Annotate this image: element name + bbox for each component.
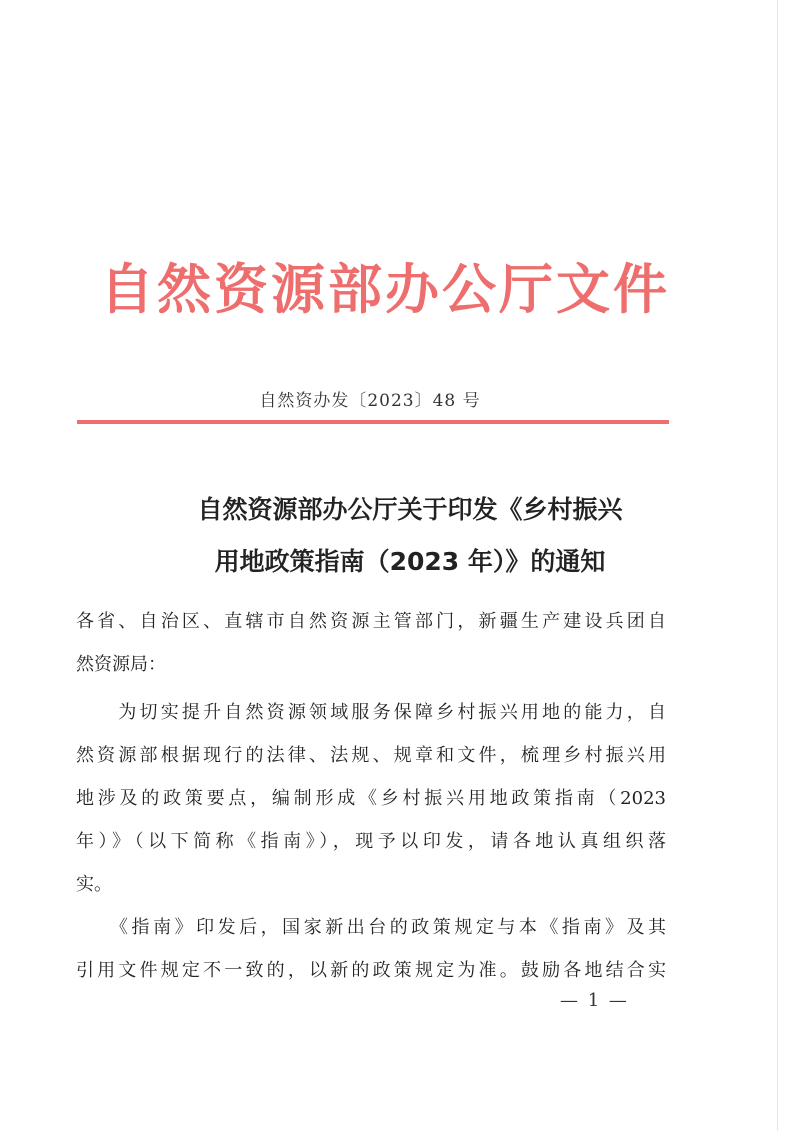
body-line-5: 地涉及的政策要点，编制形成《乡村振兴用地政策指南（2023: [76, 788, 666, 809]
body-line-4: 然资源部根据现行的法律、法规、规章和文件，梳理乡村振兴用: [76, 745, 666, 766]
body-line-3: 为切实提升自然资源领域服务保障乡村振兴用地的能力，自: [76, 702, 666, 723]
notice-title-line-2: 用地政策指南（2023 年）》的通知: [214, 547, 606, 576]
body-line-6: 年）》（以下简称《指南》），现予以印发，请各地认真组织落: [76, 831, 666, 852]
body-line-7: 实。: [76, 874, 112, 895]
page-number: — 1 —: [560, 990, 629, 1011]
document-number: 自然资办发〔2023〕48 号: [259, 391, 481, 411]
issuer-header-title: 自然资源部办公厅文件: [100, 258, 670, 321]
notice-title-line-1: 自然资源部办公厅关于印发《乡村振兴: [197, 495, 623, 524]
body-line-2: 然资源局：: [76, 654, 166, 675]
body-line-8: 《指南》印发后，国家新出台的政策规定与本《指南》及其: [76, 917, 666, 938]
body-line-1: 各省、自治区、直辖市自然资源主管部门，新疆生产建设兵团自: [76, 611, 666, 632]
red-separator-line: [77, 420, 669, 424]
body-line-9: 引用文件规定不一致的，以新的政策规定为准。鼓励各地结合实: [76, 960, 666, 981]
